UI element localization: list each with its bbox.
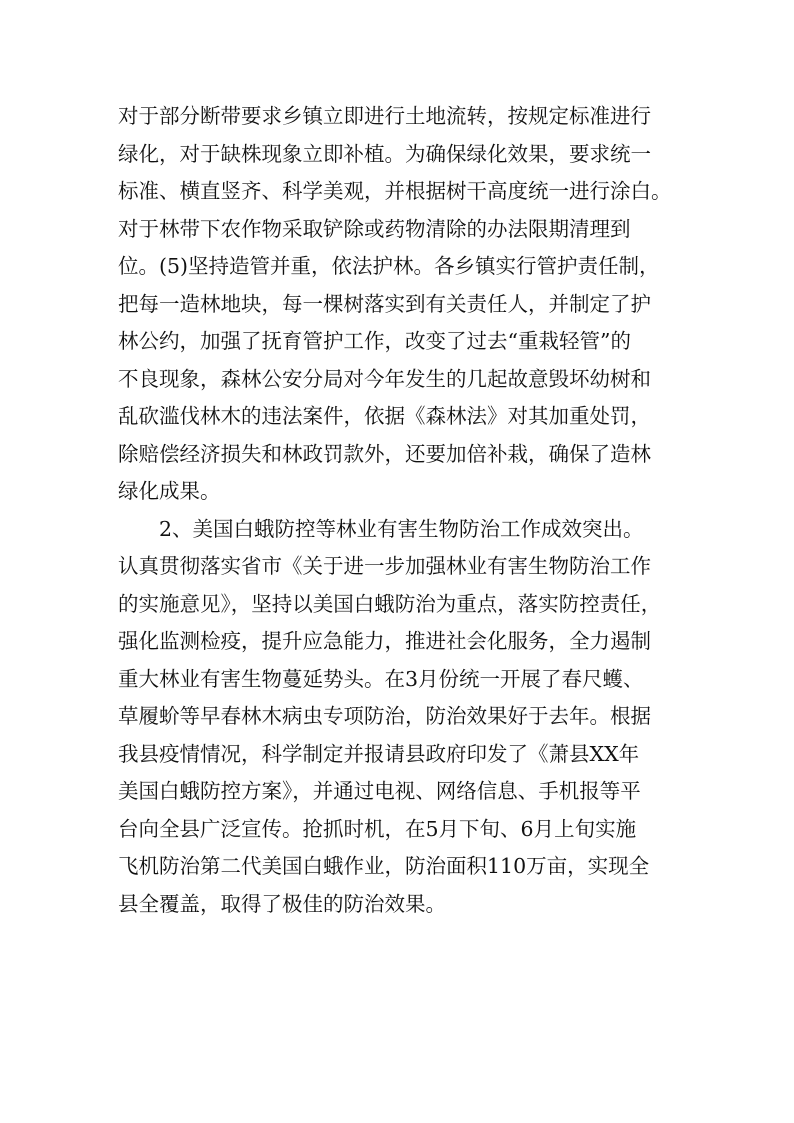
text-line: 县全覆盖，取得了极佳的防治效果。: [118, 891, 446, 916]
text-line: 绿化成果。: [118, 479, 221, 503]
text-line: 美国白蛾防控方案》，并通过电视、网络信息、手机报等平: [118, 779, 641, 803]
text-line: 草履蚧等早春林木病虫专项防治，防治效果好于去年。根据: [118, 704, 651, 728]
text-line: 认真贯彻落实省市《关于进一步加强林业有害生物防治工作: [118, 554, 651, 578]
section-heading: 2、美国白蛾防控等林业有害生物防治工作成效突出。: [159, 516, 644, 541]
text-line: 的实施意见》，坚持以美国白蛾防治为重点，落实防控责任，: [118, 591, 662, 616]
text-line: 不良现象，森林公安分局对今年发生的几起故意毁坏幼树和: [118, 366, 651, 391]
text-line: 强化监测检疫，提升应急能力，推进社会化服务，全力遏制: [118, 629, 651, 653]
text-line: 我县疫情情况，科学制定并报请县政府印发了《萧县XX年: [118, 741, 640, 766]
text-line: 除赔偿经济损失和林政罚款外，还要加倍补栽，确保了造林: [118, 441, 651, 466]
body-text: [118, 98, 688, 923]
text-line: 绿化，对于缺株现象立即补植。为确保绿化效果，要求统一: [118, 141, 651, 166]
text-line: 台向全县广泛宣传。抢抓时机，在5月下旬、6月上旬实施: [118, 816, 637, 841]
text-line: 把每一造林地块，每一棵树落实到有关责任人，并制定了护: [118, 291, 651, 316]
text-line: 位。(5)坚持造管并重，依法护林。各乡镇实行管护责任制，: [118, 254, 660, 278]
text-line: 对于林带下农作物采取铲除或药物清除的办法限期清理到: [118, 216, 631, 241]
text-line: 标准、横直竖齐、科学美观，并根据树干高度统一进行涂白。: [118, 179, 672, 203]
text-line: 乱砍滥伐林木的违法案件，依据《森林法》对其加重处罚，: [118, 404, 651, 428]
text-line: 重大林业有害生物蔓延势头。在3月份统一开展了春尺蠖、: [118, 666, 644, 691]
text-line: 飞机防治第二代美国白蛾作业，防治面积110万亩，实现全: [118, 854, 650, 878]
text-line: 林公约，加强了抚育管护工作，改变了过去“重栽轻管”的: [118, 329, 631, 353]
text-line: 对于部分断带要求乡镇立即进行土地流转，按规定标准进行: [118, 104, 651, 128]
